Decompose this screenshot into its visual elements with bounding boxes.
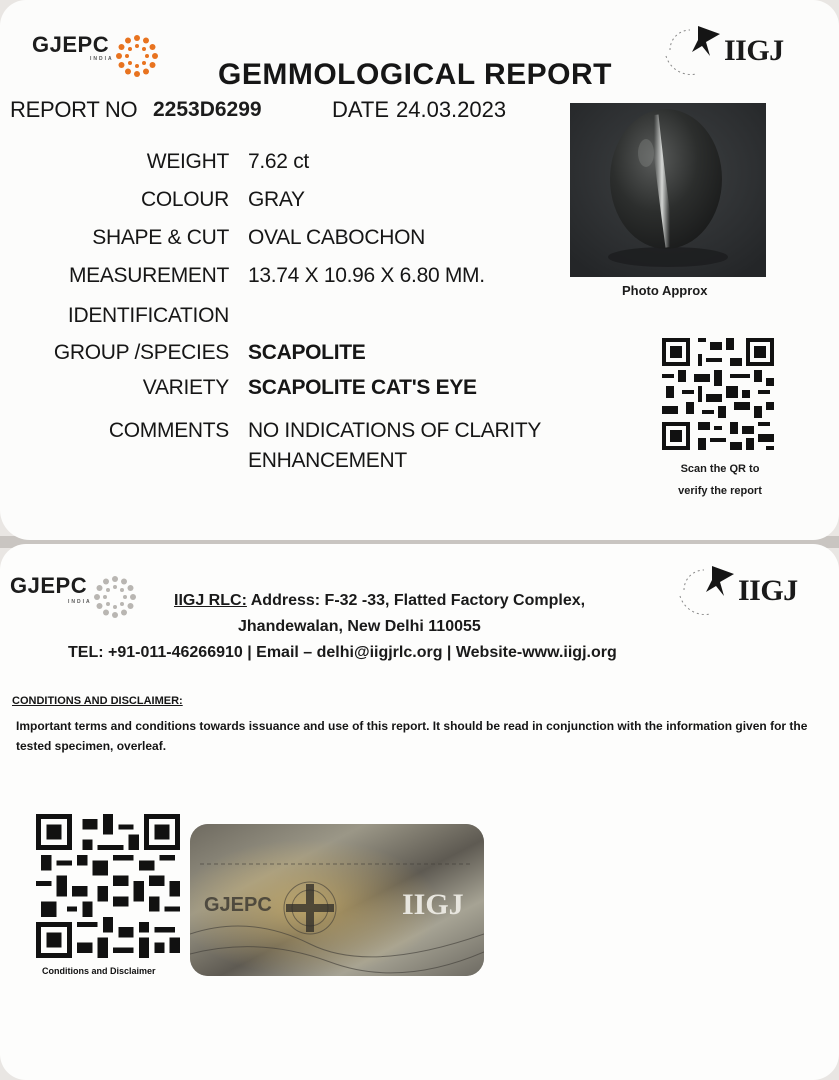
gjepc-logo [32, 32, 161, 80]
field-label: SHAPE & CUT [92, 226, 229, 249]
iigj-arrow-icon [662, 22, 724, 80]
field-value: 13.74 X 10.96 X 6.80 MM. [248, 264, 485, 287]
address-line-2: Jhandewalan, New Delhi 110055 [238, 618, 481, 635]
conditions-qr-caption: Conditions and Disclaimer [42, 966, 156, 976]
field-value-line2: ENHANCEMENT [248, 449, 407, 472]
conditions-title: CONDITIONS AND DISCLAIMER: [12, 695, 183, 707]
field-value: SCAPOLITE [248, 341, 366, 364]
gjepc-logo-subtext: INDIA [90, 56, 114, 62]
iigj-logo-back [676, 562, 798, 620]
gjepc-logo-back [10, 573, 139, 621]
field-label: MEASUREMENT [68, 264, 229, 287]
address-text: Address: F-32 -33, Flatted Factory Complex, [250, 592, 586, 609]
iigj-logo-text: IIGJ [738, 574, 798, 607]
field-label: COLOUR [140, 188, 229, 211]
gjepc-sunburst-icon [91, 573, 139, 621]
report-no-label: REPORT NO [10, 97, 138, 122]
field-label: WEIGHT [146, 150, 229, 173]
address-label: IIGJ RLC: [174, 592, 247, 609]
iigj-logo [662, 22, 784, 80]
qr-code-icon [662, 338, 774, 450]
gjepc-logo-text: GJEPC [10, 573, 88, 598]
conditions-qr-code[interactable] [36, 814, 180, 963]
gjepc-logo-text: GJEPC [32, 32, 110, 57]
gem-stone-image [570, 103, 766, 277]
field-identification [0, 304, 839, 332]
gem-photo [570, 103, 766, 277]
date-label: DATE [332, 97, 390, 122]
field-value: 7.62 ct [248, 150, 309, 173]
qr-caption-line1: Scan the QR to [680, 463, 760, 475]
qr-code-icon [36, 814, 180, 958]
qr-caption-line2: verify the report [678, 485, 762, 497]
contact-line: TEL: +91-011-46266910 | Email – delhi@iigjrlc.org | Website-www.iigj.org [68, 644, 617, 661]
field-value: OVAL CABOCHON [248, 226, 425, 249]
address-line-1 [174, 592, 585, 610]
gjepc-sunburst-icon [113, 32, 161, 80]
conditions-text: Important terms and conditions towards issuance and use of this report. It should be read in conjunction with the information given for the tested specimen, overleaf. [16, 719, 808, 753]
hologram-seal [190, 824, 484, 976]
field-label: GROUP /SPECIES [53, 341, 229, 364]
field-label: VARIETY [142, 376, 229, 399]
report-title: GEMMOLOGICAL REPORT [218, 58, 612, 91]
field-value-line1: NO INDICATIONS OF CLARITY [248, 419, 542, 442]
field-value: SCAPOLITE CAT'S EYE [248, 376, 477, 399]
hologram-iigj-text: IIGJ [402, 888, 464, 921]
field-label: IDENTIFICATION [67, 304, 229, 327]
iigj-logo-text: IIGJ [724, 34, 784, 67]
date-value: 24.03.2023 [396, 97, 507, 122]
verify-qr-code[interactable] [662, 338, 774, 455]
field-label: COMMENTS [108, 419, 229, 442]
hologram-gjepc-text: GJEPC [204, 894, 272, 916]
iigj-arrow-icon [676, 562, 738, 620]
field-value: GRAY [248, 188, 305, 211]
photo-caption: Photo Approx [622, 283, 708, 298]
report-no-value: 2253D6299 [153, 98, 262, 121]
gjepc-logo-subtext: INDIA [68, 599, 92, 605]
